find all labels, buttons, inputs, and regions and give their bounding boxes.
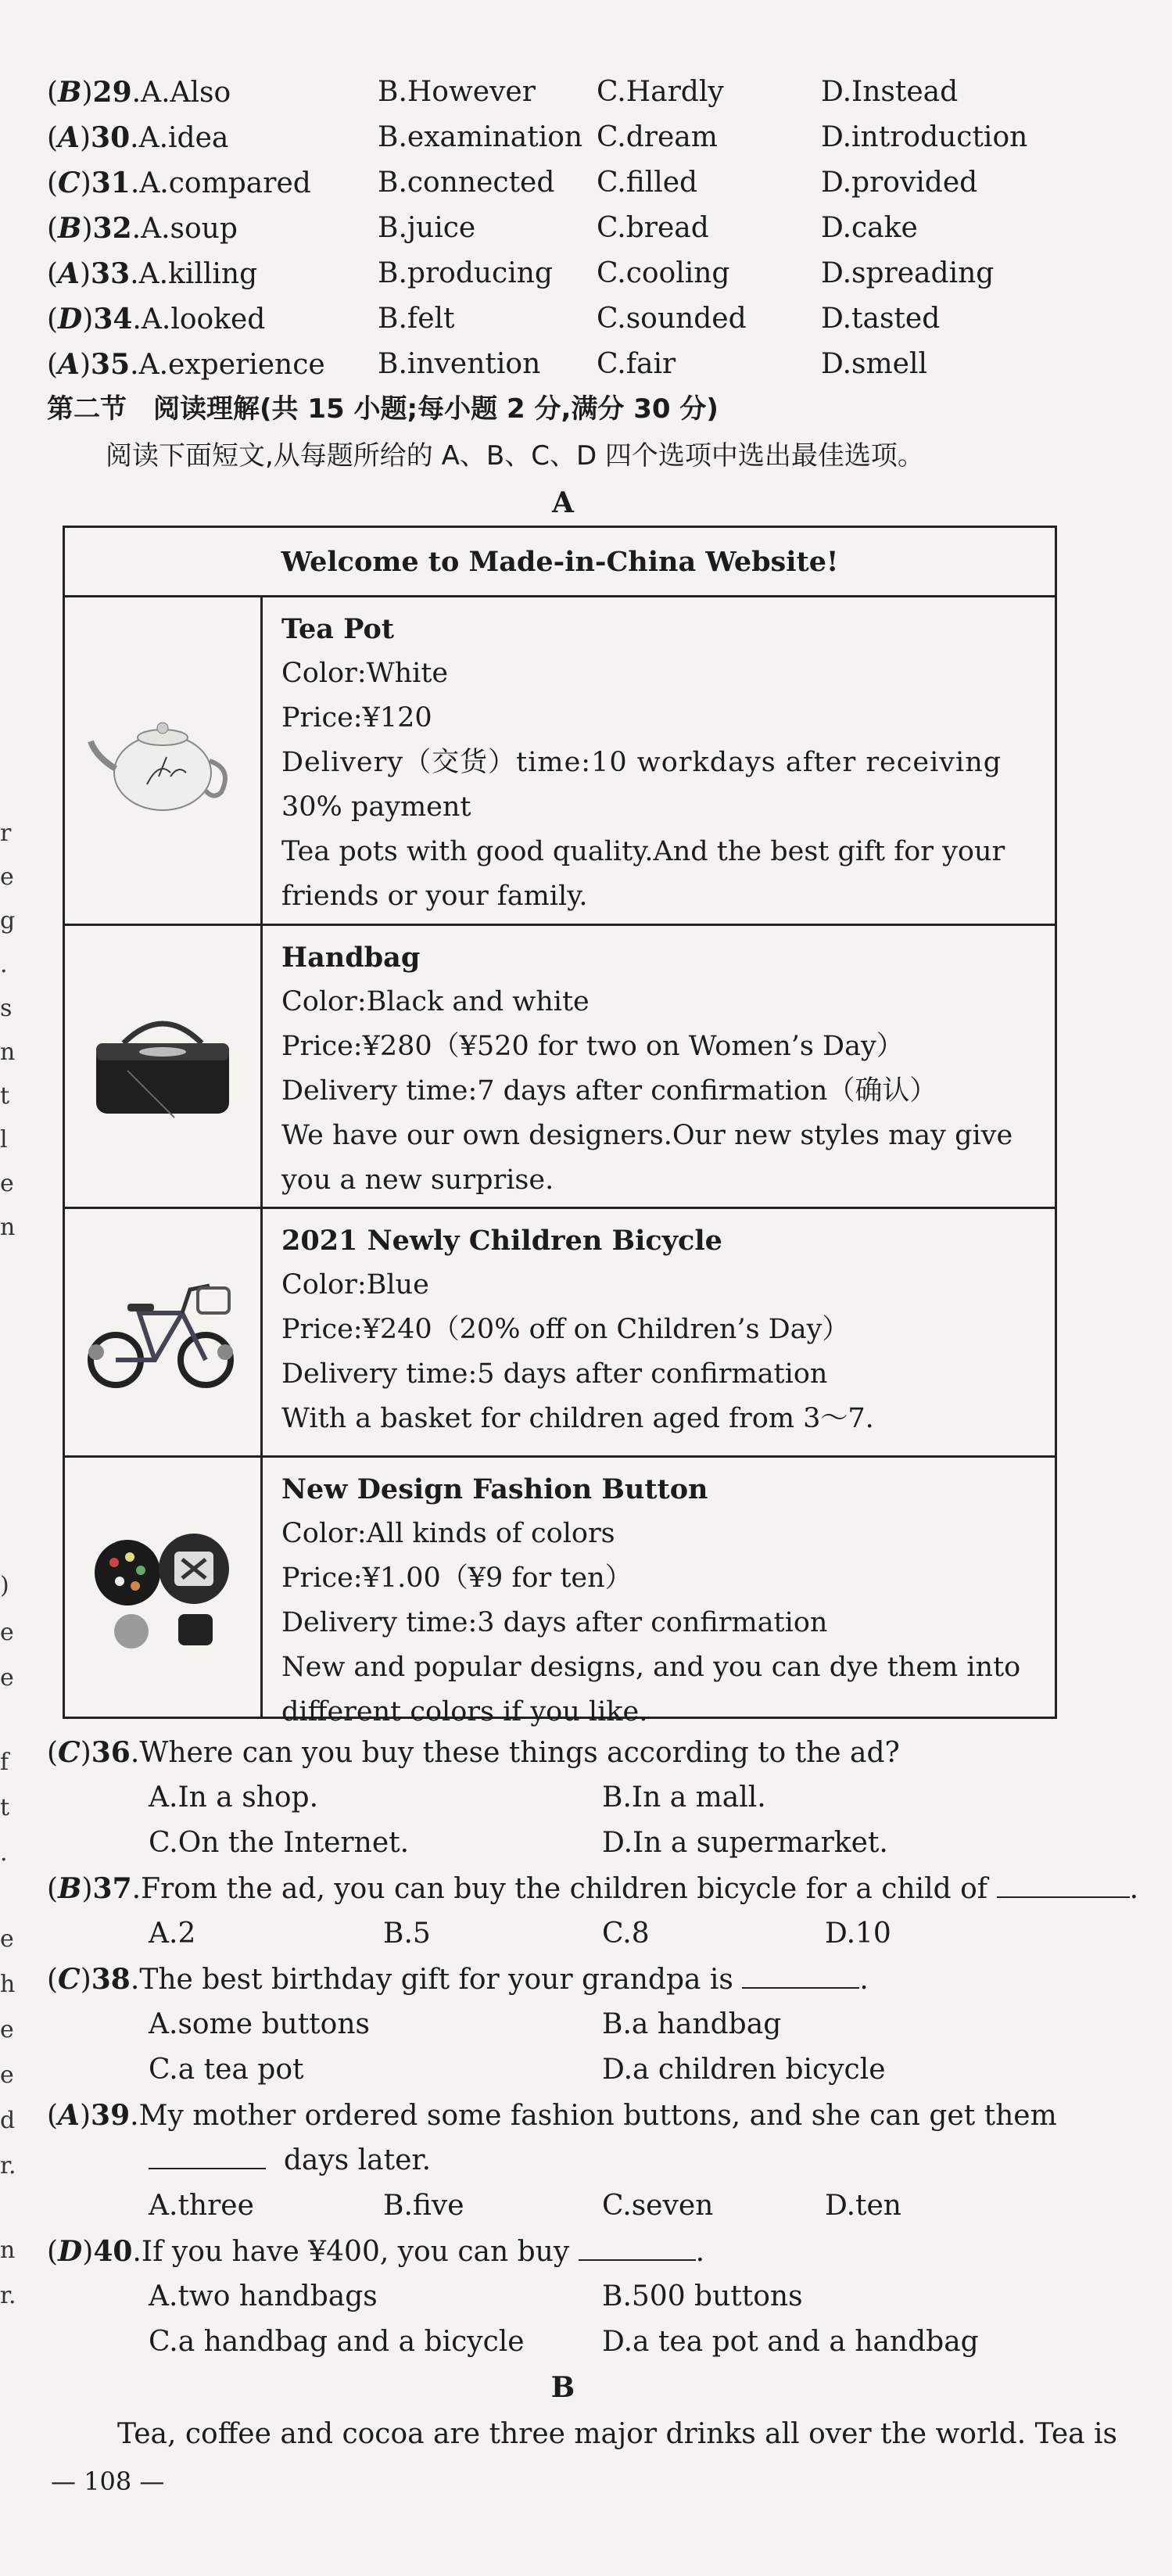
option-c: C.a tea pot (149, 2054, 304, 2086)
bicycle-delivery: Delivery time:5 days after confirmation (281, 1358, 828, 1390)
answer-blank (997, 1873, 1130, 1898)
option-c: C.filled (597, 167, 698, 199)
cloze-row: (B)32.A.soup (47, 212, 238, 245)
tea-pot-details (263, 597, 1005, 924)
edge-char: n (0, 1214, 16, 1241)
handbag-desc: We have our own designers.Our new styles may give (281, 1120, 1013, 1151)
answer-blank (742, 1964, 859, 1989)
option-c: C.8 (602, 1918, 650, 1950)
passage-a-label: A (552, 486, 574, 519)
bicycle-icon (81, 1266, 245, 1399)
bicycle-color: Color:Blue (281, 1269, 429, 1301)
option-d: D.provided (821, 167, 978, 199)
edge-char: e (0, 2016, 14, 2043)
bicycle-price: Price:¥240（20% off on Children’s Day） (281, 1314, 850, 1345)
ad-row-buttons (65, 1458, 1055, 1727)
edge-char: r. (0, 2282, 16, 2309)
tea-pot-color: Color:White (281, 658, 449, 689)
option-b: B.five (383, 2190, 464, 2222)
option-b: B.In a mall. (602, 1781, 766, 1814)
option-b: B.juice (378, 212, 476, 244)
answer-blank (579, 2236, 696, 2261)
buttons-details (263, 1458, 1021, 1727)
edge-char: d (0, 2107, 16, 2134)
edge-char: n (0, 2237, 16, 2264)
passage-b-label: B (550, 2371, 575, 2404)
edge-char: h (0, 1971, 16, 1998)
bicycle-title: 2021 Newly Children Bicycle (281, 1225, 722, 1257)
option-a: A.some buttons (149, 2008, 370, 2040)
edge-char: e (0, 1619, 14, 1646)
option-c: C.Hardly (597, 76, 724, 108)
handbag-title: Handbag (281, 942, 421, 974)
cloze-row: (C)31.A.compared (47, 167, 311, 199)
option-c: C.bread (597, 212, 709, 244)
option-b: B.However (378, 76, 536, 108)
tea-pot-delivery: Delivery（交货）time:10 workdays after receiving (281, 747, 1002, 778)
handbag-details (263, 926, 1013, 1207)
question-38: (C)38.The best birthday gift for your grandpa is . (47, 1963, 869, 1996)
handbag-image (65, 926, 263, 1207)
option-b: B.5 (383, 1918, 431, 1950)
section-title: 第二节 阅读理解(共 15 小题;每小题 2 分,满分 30 分) (47, 393, 719, 425)
option-a: A.In a shop. (149, 1781, 319, 1814)
option-c: C.a handbag and a bicycle (149, 2326, 525, 2358)
tea-pot-desc-cont: friends or your family. (281, 881, 588, 912)
ad-row-tea-pot (65, 597, 1055, 926)
edge-char: l (0, 1126, 8, 1153)
option-d: D.Instead (821, 76, 959, 108)
handbag-delivery: Delivery time:7 days after confirmation（确认） (281, 1075, 937, 1107)
edge-char: n (0, 1039, 16, 1066)
button-icon (84, 1522, 241, 1655)
option-d: D.In a supermarket. (602, 1827, 888, 1859)
edge-char: t (0, 1082, 10, 1110)
answer-blank (149, 2144, 266, 2169)
tea-pot-desc: Tea pots with good quality.And the best gift for your (281, 836, 1005, 867)
option-d: D.spreading (821, 257, 995, 289)
ad-row-bicycle (65, 1209, 1055, 1458)
question-36: (C)36.Where can you buy these things according to the ad? (47, 1736, 900, 1769)
edge-char: s (0, 995, 13, 1022)
option-c: C.On the Internet. (149, 1827, 410, 1859)
option-d: D.introduction (821, 121, 1028, 153)
edge-char: r (0, 820, 12, 847)
tea-pot-delivery-cont: 30% payment (281, 791, 471, 823)
buttons-image (65, 1458, 263, 1719)
edge-char: r. (0, 2152, 16, 2180)
option-d: D.ten (825, 2190, 901, 2222)
handbag-color: Color:Black and white (281, 986, 590, 1017)
question-39-cont: days later. (149, 2143, 431, 2179)
option-b: B.500 buttons (602, 2280, 803, 2312)
question-40: (D)40.If you have ¥400, you can buy . (47, 2235, 705, 2268)
edge-char: . (0, 951, 8, 978)
edge-char: e (0, 1170, 14, 1197)
cloze-row: (A)30.A.idea (47, 121, 229, 154)
edge-char: e (0, 2061, 14, 2089)
option-d: D.tasted (821, 303, 941, 335)
option-d: D.a children bicycle (602, 2054, 886, 2086)
option-d: D.smell (821, 348, 927, 380)
option-c: C.dream (597, 121, 718, 153)
option-a: A.2 (149, 1918, 196, 1950)
passage-b-text: Tea, coffee and cocoa are three major drinks all over the world. Tea is (117, 2418, 1118, 2450)
ad-table (63, 526, 1057, 1727)
question-37: (B)37.From the ad, you can buy the children bicycle for a child of . (47, 1872, 1139, 1905)
buttons-desc-cont: different colors if you like. (281, 1696, 648, 1727)
buttons-title: New Design Fashion Button (281, 1473, 708, 1505)
edge-char: e (0, 1664, 14, 1692)
cloze-row: (A)33.A.killing (47, 257, 258, 290)
bicycle-image (65, 1209, 263, 1455)
buttons-price: Price:¥1.00（¥9 for ten） (281, 1562, 633, 1594)
edge-char: e (0, 1925, 14, 1953)
tea-pot-title: Tea Pot (281, 613, 395, 645)
bicycle-desc: With a basket for children aged from 3～7. (281, 1403, 874, 1434)
option-c: C.cooling (597, 257, 730, 289)
edge-char: f (0, 1749, 9, 1776)
option-a: A.two handbags (149, 2280, 378, 2312)
question-39: (A)39.My mother ordered some fashion buttons, and she can get them (47, 2099, 1057, 2132)
bicycle-details (263, 1209, 874, 1455)
edge-char: t (0, 1794, 10, 1821)
tea-pot-price: Price:¥120 (281, 702, 432, 734)
option-a: A.three (149, 2190, 254, 2222)
option-d: D.cake (821, 212, 918, 244)
option-d: D.10 (825, 1918, 891, 1950)
option-b: B.a handbag (602, 2008, 782, 2040)
cloze-row: (A)35.A.experience (47, 348, 325, 381)
handbag-icon (81, 1008, 245, 1125)
option-d: D.a tea pot and a handbag (602, 2326, 979, 2358)
cloze-row: (D)34.A.looked (47, 303, 266, 335)
buttons-desc: New and popular designs, and you can dye them into (281, 1652, 1021, 1683)
handbag-desc-cont: you a new surprise. (281, 1164, 554, 1196)
option-b: B.felt (378, 303, 455, 335)
tea-pot-image (65, 597, 263, 924)
section-instruction: 阅读下面短文,从每题所给的 A、B、C、D 四个选项中选出最佳选项。 (106, 440, 924, 472)
ad-row-handbag (65, 926, 1055, 1209)
ad-header: Welcome to Made-in-China Website! (65, 528, 1055, 597)
edge-char: e (0, 863, 14, 891)
buttons-color: Color:All kinds of colors (281, 1518, 615, 1549)
page-number: — 108 — (51, 2467, 165, 2496)
option-c: C.fair (597, 348, 676, 380)
edge-char: . (0, 1839, 8, 1867)
cloze-row: (B)29.A.Also (47, 76, 231, 109)
buttons-delivery: Delivery time:3 days after confirmation (281, 1607, 828, 1638)
edge-char: g (0, 907, 16, 935)
edge-char: ) (0, 1572, 9, 1599)
option-b: B.producing (378, 257, 553, 289)
option-c: C.seven (602, 2190, 714, 2222)
option-b: B.connected (378, 167, 555, 199)
option-b: B.examination (378, 121, 583, 153)
handbag-price: Price:¥280（¥520 for two on Women’s Day） (281, 1031, 904, 1062)
option-b: B.invention (378, 348, 541, 380)
tea-pot-icon (84, 698, 241, 823)
option-c: C.sounded (597, 303, 747, 335)
